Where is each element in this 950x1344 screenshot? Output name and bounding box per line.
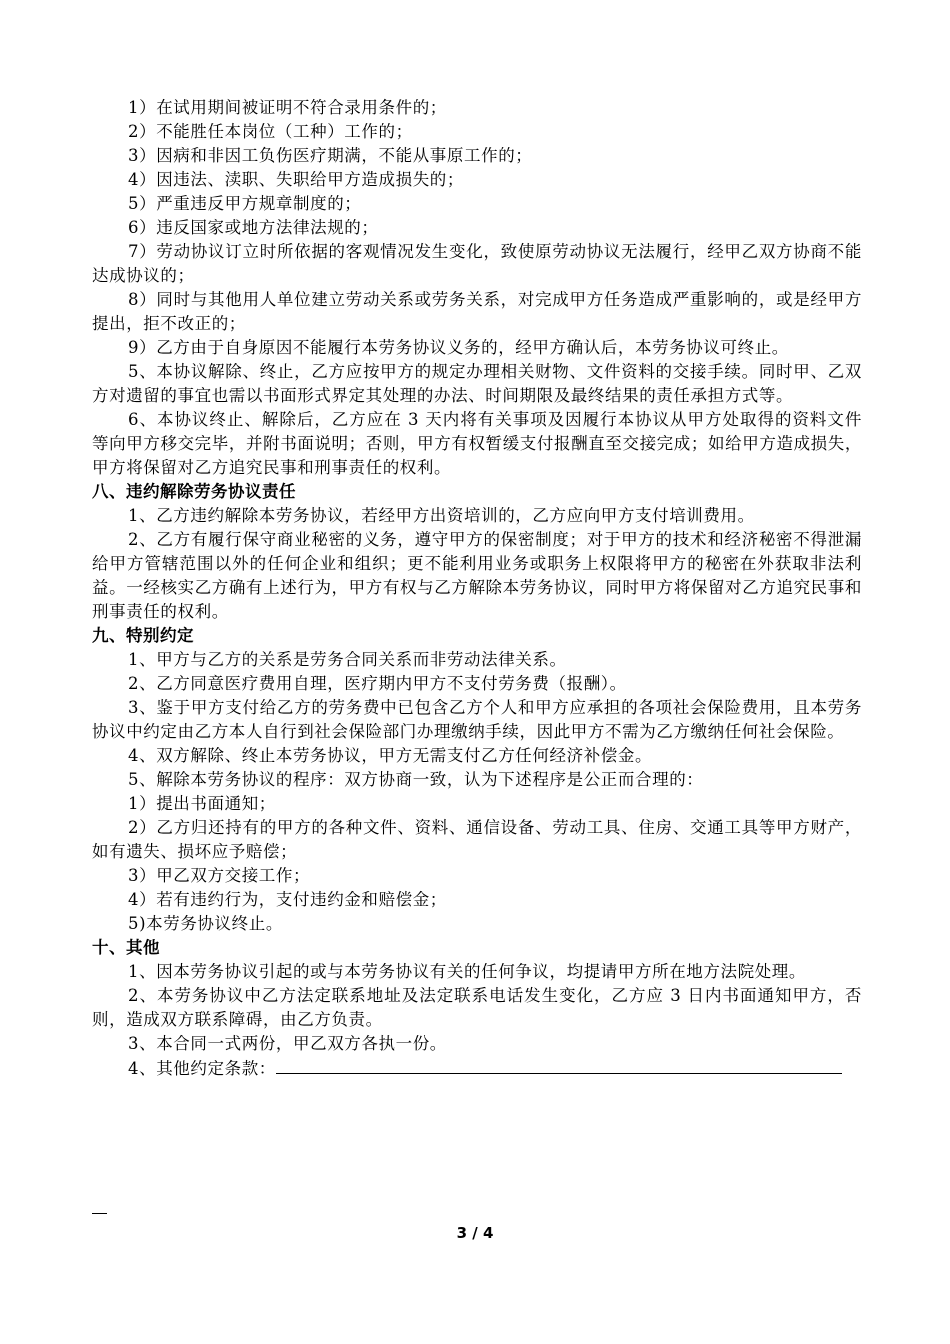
blank-fill-line [276, 1056, 842, 1074]
paragraph: 3、鉴于甲方支付给乙方的劳务费中已包含乙方个人和甲方应承担的各项社会保险费用，且本劳务协议中约定由乙方本人自行到社会保险部门办理缴纳手续，因此甲方不需为乙方缴纳任何社会保险。 [92, 698, 862, 741]
paragraph: 2、乙方同意医疗费用自理，医疗期内甲方不支付劳务费（报酬）。 [128, 674, 627, 693]
paragraph: 2、乙方有履行保守商业秘密的义务，遵守甲方的保密制度；对于甲方的技术和经济秘密不得泄漏给甲方管辖范围以外的任何企业和组织；更不能利用业务或职务上权限将甲方的秘密在外获取非法利益。一经核实乙方确有上述行为，甲方有权与乙方解除本劳务协议，同时甲方将保留对乙方追究民事和刑事责任的权利。 [92, 530, 862, 621]
paragraph: 1、因本劳务协议引起的或与本劳务协议有关的任何争议，均提请甲方所在地方法院处理。 [128, 962, 806, 981]
paragraph: 4）因违法、渎职、失职给甲方造成损失的； [128, 170, 464, 189]
paragraph: 5、本协议解除、终止，乙方应按甲方的规定办理相关财物、文件资料的交接手续。同时甲、乙双方对遗留的事宜也需以书面形式界定其处理的办法、时间期限及最终结果的责任承担方式等。 [92, 362, 862, 405]
paragraph: 3、本合同一式两份，甲乙双方各执一份。 [128, 1034, 447, 1053]
paragraph: 2、本劳务协议中乙方法定联系地址及法定联系电话发生变化，乙方应 3 日内书面通知甲方，否则，造成双方联系障碍，由乙方负责。 [92, 986, 862, 1029]
paragraph: 6）违反国家或地方法律法规的； [128, 218, 379, 237]
page-number: 3 / 4 [456, 1224, 494, 1242]
paragraph: 1）在试用期间被证明不符合录用条件的； [128, 98, 447, 117]
section-heading: 十、其他 [92, 938, 160, 957]
paragraph: 1）提出书面通知； [128, 794, 276, 813]
paragraph: 3）甲乙双方交接工作； [128, 866, 311, 885]
document-page [92, 96, 862, 1081]
paragraph: 3）因病和非因工负伤医疗期满，不能从事原工作的； [128, 146, 533, 165]
paragraph: 1、乙方违约解除本劳务协议，若经甲方出资培训的，乙方应向甲方支付培训费用。 [128, 506, 755, 525]
paragraph: 1、甲方与乙方的关系是劳务合同关系而非劳动法律关系。 [128, 650, 567, 669]
section-heading: 九、特别约定 [92, 626, 194, 645]
paragraph: 2）不能胜任本岗位（工种）工作的； [128, 122, 413, 141]
paragraph: 6、本协议终止、解除后，乙方应在 3 天内将有关事项及因履行本协议从甲方处取得的资料文件等向甲方移交完毕，并附书面说明；否则，甲方有权暂缓支付报酬直至交接完成；如给甲方造成损失，甲方将保留对乙方追究民事和刑事责任的权利。 [92, 410, 862, 477]
paragraph: 5)本劳务协议终止。 [128, 914, 283, 933]
section-heading: 八、违约解除劳务协议责任 [92, 482, 296, 501]
paragraph: 7）劳动协议订立时所依据的客观情况发生变化，致使原劳动协议无法履行，经甲乙双方协商不能达成协议的； [92, 242, 862, 285]
paragraph: 2）乙方归还持有的甲方的各种文件、资料、通信设备、劳动工具、住房、交通工具等甲方财产，如有遗失、损坏应予赔偿； [92, 818, 862, 861]
paragraph: 4、双方解除、终止本劳务协议，甲方无需支付乙方任何经济补偿金。 [128, 746, 653, 765]
paragraph: 5、解除本劳务协议的程序：双方协商一致，认为下述程序是公正而合理的： [128, 770, 704, 789]
other-terms-label: 4、其他约定条款： [128, 1059, 276, 1078]
continuation-line [92, 1213, 107, 1214]
paragraph: 5）严重违反甲方规章制度的； [128, 194, 362, 213]
paragraph: 8）同时与其他用人单位建立劳动关系或劳务关系，对完成甲方任务造成严重影响的，或是经甲方提出，拒不改正的； [92, 290, 862, 333]
paragraph: 9）乙方由于自身原因不能履行本劳务协议义务的，经甲方确认后，本劳务协议可终止。 [128, 338, 789, 357]
document-body [92, 96, 862, 1056]
other-terms-clause [92, 1056, 862, 1081]
paragraph: 4）若有违约行为，支付违约金和赔偿金； [128, 890, 447, 909]
